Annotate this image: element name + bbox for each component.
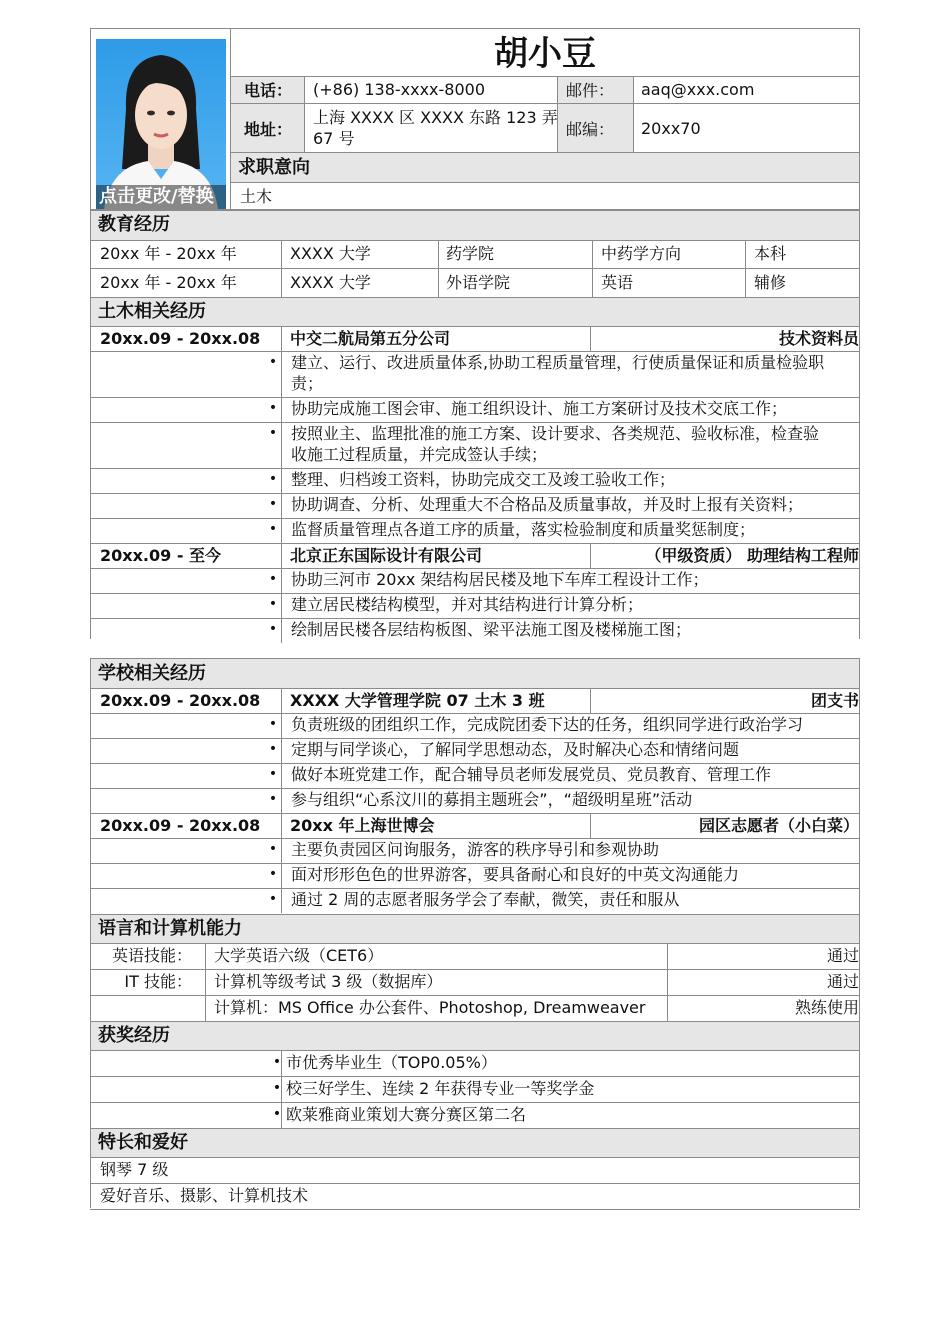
experience-bullet-text: 协助三河市 20xx 架结构居民楼及地下车库工程设计工作； [291,570,709,589]
divider [90,351,860,352]
experience-bullet-text: 整理、归档竣工资料，协助完成交工及竣工验收工作； [291,470,676,489]
education-cell: 英语 [601,273,634,292]
divider [281,888,282,913]
divider [90,326,860,327]
phone-label: 电话： [244,81,293,100]
skill-level: 通过 [826,946,859,965]
divider [281,351,282,397]
education-cell: 外语学院 [446,273,511,292]
divider [281,763,282,788]
experience-bullet-text: 按照业主、监理批准的施工方案、设计要求、各类规范、验收标准，检查验 [291,424,820,443]
skills-title: 语言和计算机能力 [98,918,242,939]
education-cell: 本科 [754,244,787,263]
experience-bullet-text: 通过 2 周的志愿者服务学会了奉献，微笑，责任和服从 [291,890,680,909]
education-cell: 中药学方向 [601,244,682,263]
address-label: 地址： [244,120,293,139]
divider [90,1157,860,1158]
divider [90,888,860,889]
divider [667,943,668,969]
bullet-icon: • [268,471,278,487]
education-cell: XXXX 大学 [290,244,371,263]
divider [590,688,591,713]
zip-label: 邮编： [566,120,615,139]
bullet-icon: • [268,354,278,370]
divider [281,688,282,713]
divider [281,422,282,468]
address-line2: 67 号 [313,129,355,148]
profile-photo[interactable] [96,39,226,209]
divider [281,713,282,738]
divider [281,518,282,543]
hobby-item: 爱好音乐、摄影、计算机技术 [100,1186,309,1205]
experience-date: 20xx.09 - 20xx.08 [100,691,261,710]
education-cell: 20xx 年 - 20xx 年 [100,244,237,263]
divider [281,813,282,838]
bullet-icon: • [272,1054,282,1070]
bullet-icon: • [268,766,278,782]
education-cell: 20xx 年 - 20xx 年 [100,273,237,292]
divider [281,863,282,888]
photo-caption[interactable]: 点击更改/替换 [99,186,214,207]
divider [90,518,860,519]
award-item: 欧莱雅商业策划大赛分赛区第二名 [286,1105,527,1124]
bullet-icon: • [272,1106,282,1122]
divider [205,995,206,1021]
bullet-icon: • [268,521,278,537]
hobbies-title: 特长和爱好 [98,1132,188,1153]
divider [281,493,282,518]
bullet-icon: • [268,716,278,732]
experience-bullet-text: 负责班级的团组织工作，完成院团委下达的任务，组织同学进行政治学习 [291,715,804,734]
experience-bullet-text: 主要负责园区问询服务，游客的秩序导引和参观协助 [291,840,660,859]
divider [205,943,206,969]
divider [90,863,860,864]
school-title: 学校相关经历 [98,663,206,684]
award-item: 校三好学生、连续 2 年获得专业一等奖学金 [286,1079,595,1098]
divider [90,1076,860,1077]
divider [90,1183,860,1184]
bullet-icon: • [268,741,278,757]
divider [90,568,860,569]
phone-value: (+86) 138-xxxx-8000 [313,80,486,99]
education-cell: 辅修 [754,273,787,292]
experience-org: XXXX 大学管理学院 07 土木 3 班 [290,691,545,710]
bullet-icon: • [268,571,278,587]
experience-bullet-text: 建立、运行、改进质量体系,协助工程质量管理，行使质量保证和质量检验职 [291,353,825,372]
experience-bullet-text: 面对形形色色的世界游客，要具备耐心和良好的中英文沟通能力 [291,865,740,884]
skill-label: 英语技能： [111,946,192,965]
experience-bullet-text: 责； [291,374,324,393]
experience-bullet-text: 绘制居民楼各层结构板图、梁平法施工图及楼梯施工图； [291,620,692,639]
education-cell: 药学院 [446,244,495,263]
address-line1: 上海 XXXX 区 XXXX 东路 123 弄 [313,108,558,127]
divider [667,995,668,1021]
awards-title: 获奖经历 [98,1025,170,1046]
divider [667,969,668,995]
bullet-icon: • [268,496,278,512]
experience-bullet-text: 建立居民楼结构模型，并对其结构进行计算分析； [291,595,644,614]
bullet-icon: • [272,1080,282,1096]
skill-value: 计算机等级考试 3 级（数据库） [214,972,443,991]
bullet-icon: • [268,400,278,416]
bullet-icon: • [268,621,278,637]
experience-role: 技术资料员 [778,329,859,348]
divider [90,1209,860,1210]
experience-bullet-text: 参与组织“心系汶川的募捐主题班会”，“超级明星班”活动 [291,790,693,809]
bullet-icon: • [268,841,278,857]
work-title: 土木相关经历 [98,301,206,322]
divider [90,763,860,764]
intent-value: 土木 [240,187,273,206]
email-label: 邮件： [566,81,615,100]
divider [281,543,282,568]
skill-level: 熟练使用 [794,998,859,1017]
experience-role: 团支书 [810,691,859,710]
skill-value: 计算机：MS Office 办公套件、Photoshop, Dreamweaver [214,998,646,1017]
experience-date: 20xx.09 - 20xx.08 [100,816,261,835]
experience-bullet-text: 定期与同学谈心，了解同学思想动态，及时解决心态和情绪问题 [291,740,740,759]
divider [90,838,860,839]
divider [90,422,860,423]
zip-value: 20xx70 [641,119,701,138]
email-value: aaq@xxx.com [641,80,755,99]
divider [90,593,860,594]
divider [590,813,591,838]
experience-role: （甲级资质） 助理结构工程师 [645,546,859,565]
experience-date: 20xx.09 - 至今 [100,546,222,565]
portrait-image [96,39,226,209]
experience-org: 北京正东国际设计有限公司 [290,546,483,565]
experience-org: 20xx 年上海世博会 [290,816,435,835]
divider [281,326,282,351]
divider [90,713,860,714]
divider [90,618,860,619]
candidate-name: 胡小豆 [494,34,596,74]
divider [281,593,282,618]
hobby-item: 钢琴 7 级 [100,1160,169,1179]
divider [90,688,860,689]
divider [281,397,282,422]
divider [281,788,282,813]
education-title: 教育经历 [98,214,170,235]
education-cell: XXXX 大学 [290,273,371,292]
divider [90,468,860,469]
divider [90,493,860,494]
bullet-icon: • [268,425,278,441]
experience-bullet-text: 监督质量管理点各道工序的质量，落实检验制度和质量奖惩制度； [291,520,756,539]
divider [281,568,282,593]
divider [90,788,860,789]
skill-label: IT 技能： [124,972,192,991]
experience-bullet-text: 做好本班党建工作，配合辅导员老师发展党员、党员教育、管理工作 [291,765,772,784]
award-item: 市优秀毕业生（TOP0.05%） [286,1053,497,1072]
divider [281,838,282,863]
divider [590,326,591,351]
divider [281,618,282,643]
bullet-icon: • [268,891,278,907]
divider [90,1050,860,1051]
skill-value: 大学英语六级（CET6） [214,946,384,965]
bullet-icon: • [268,596,278,612]
divider [90,397,860,398]
intent-title: 求职意向 [238,157,310,178]
experience-org: 中交二航局第五分公司 [290,329,451,348]
divider [281,738,282,763]
bullet-icon: • [268,791,278,807]
divider [90,1102,860,1103]
divider [90,738,860,739]
divider [281,468,282,493]
bullet-icon: • [268,866,278,882]
experience-bullet-text: 收施工过程质量，并完成签认手续； [291,445,548,464]
experience-bullet-text: 协助调查、分析、处理重大不合格品及质量事故，并及时上报有关资料； [291,495,804,514]
experience-date: 20xx.09 - 20xx.08 [100,329,261,348]
experience-bullet-text: 协助完成施工图会审、施工组织设计、施工方案研讨及技术交底工作； [291,399,788,418]
divider [205,969,206,995]
divider [90,543,860,544]
skill-level: 通过 [826,972,859,991]
divider [590,543,591,568]
experience-role: 园区志愿者（小白菜） [698,816,859,835]
divider [90,813,860,814]
